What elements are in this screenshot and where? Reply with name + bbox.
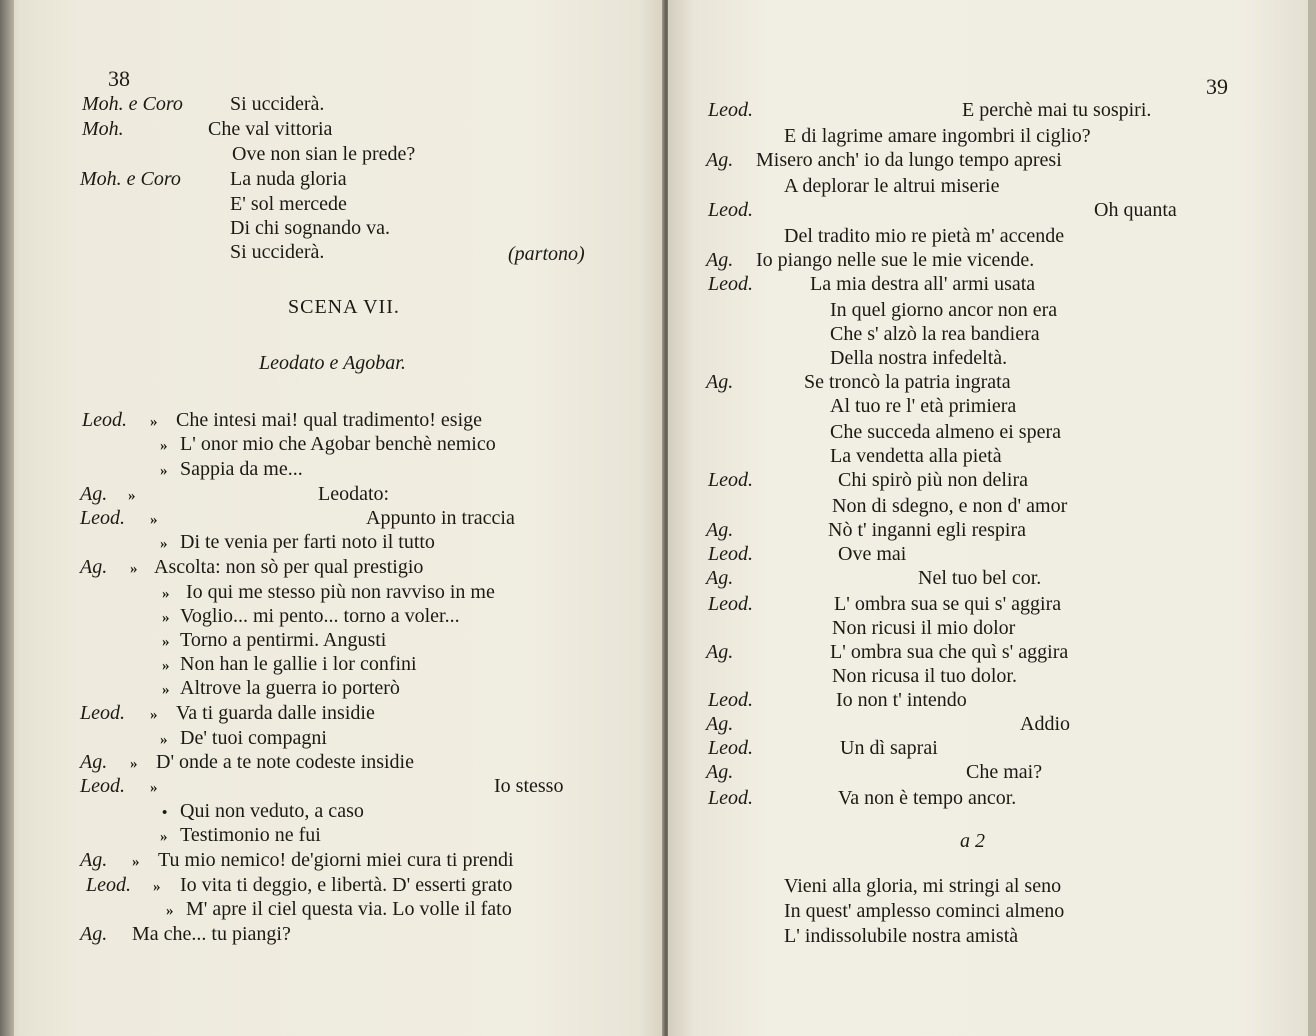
verse-line: L' ombra sua se qui s' aggira bbox=[834, 593, 1062, 615]
verse-line: M' apre il ciel questa via. Lo volle il fato bbox=[186, 898, 512, 920]
verse-line: Non ricusa il tuo dolor. bbox=[832, 665, 1017, 687]
verse-line: Non ricusi il mio dolor bbox=[832, 617, 1016, 639]
quote-mark: » bbox=[130, 756, 138, 772]
speaker-label: Ag. bbox=[706, 761, 734, 783]
quote-mark: » bbox=[150, 414, 158, 430]
speaker-label: Ag. bbox=[80, 849, 108, 871]
verse-line: Che s' alzò la rea bandiera bbox=[830, 323, 1040, 345]
speaker-label: Leod. bbox=[708, 737, 753, 759]
speaker-label: Ag. bbox=[80, 483, 108, 505]
verse-line: Torno a pentirmi. Angusti bbox=[180, 629, 387, 651]
verse-line: Voglio... mi pento... torno a voler... bbox=[180, 605, 460, 627]
verse-line: Di chi sognando va. bbox=[230, 217, 390, 239]
quote-mark: » bbox=[128, 488, 136, 504]
scene-title: SCENA VII. bbox=[288, 296, 400, 318]
verse-line: Ove non sian le prede? bbox=[232, 143, 416, 165]
speaker-label: Leod. bbox=[82, 409, 127, 431]
verse-line: Ma che... tu piangi? bbox=[132, 923, 291, 945]
speaker-label: Leod. bbox=[708, 689, 753, 711]
quote-mark: » bbox=[160, 732, 168, 748]
quote-mark: » bbox=[150, 707, 158, 723]
speaker-label: Leod. bbox=[80, 507, 125, 529]
verse-line: La nuda gloria bbox=[230, 168, 347, 190]
verse-line: Del tradito mio re pietà m' accende bbox=[784, 225, 1065, 247]
speaker-label: Ag. bbox=[80, 751, 108, 773]
quote-mark: » bbox=[160, 438, 168, 454]
quote-mark: • bbox=[162, 805, 168, 821]
speaker-label: Leod. bbox=[708, 469, 753, 491]
verse-line: Sappia da me... bbox=[180, 458, 303, 480]
verse-line: E di lagrime amare ingombri il ciglio? bbox=[784, 125, 1091, 147]
quote-mark: » bbox=[153, 879, 161, 895]
verse-line: Io vita ti deggio, e libertà. D' esserti grato bbox=[180, 874, 513, 896]
verse-line: E' sol mercede bbox=[230, 193, 347, 215]
speaker-label: Ag. bbox=[706, 519, 734, 541]
verse-line: L' ombra sua che quì s' aggira bbox=[830, 641, 1069, 663]
verse-line: E perchè mai tu sospiri. bbox=[962, 99, 1152, 121]
page-number-right: 39 bbox=[1206, 74, 1228, 99]
speaker-label: Ag. bbox=[706, 567, 734, 589]
quote-mark: » bbox=[160, 463, 168, 479]
verse-line: Si ucciderà. bbox=[230, 241, 325, 263]
speaker-label: Leod. bbox=[80, 775, 125, 797]
verse-line: Della nostra infedeltà. bbox=[830, 347, 1008, 369]
quote-mark: » bbox=[166, 903, 174, 919]
speaker-label: Ag. bbox=[80, 556, 108, 578]
quote-mark: » bbox=[160, 829, 168, 845]
scene-characters: Leodato e Agobar. bbox=[259, 352, 406, 374]
verse-line: Chi spirò più non delira bbox=[838, 469, 1028, 491]
verse-line: Misero anch' io da lungo tempo apresi bbox=[756, 149, 1062, 171]
verse-line: Addio bbox=[1020, 713, 1070, 735]
quote-mark: » bbox=[150, 512, 158, 528]
verse-line: Al tuo re l' età primiera bbox=[830, 395, 1017, 417]
verse-line: Non han le gallie i lor confini bbox=[180, 653, 417, 675]
stage-direction: (partono) bbox=[508, 243, 585, 265]
verse-line: Va non è tempo ancor. bbox=[838, 787, 1017, 809]
verse-line: Io qui me stesso più non ravviso in me bbox=[186, 581, 495, 603]
verse-line: De' tuoi compagni bbox=[180, 727, 327, 749]
quote-mark: » bbox=[162, 682, 170, 698]
finale-line: L' indissolubile nostra amistà bbox=[784, 925, 1019, 947]
verse-line: Che val vittoria bbox=[208, 118, 333, 140]
quote-mark: » bbox=[162, 610, 170, 626]
speaker-label: Leod. bbox=[86, 874, 131, 896]
speaker-label: Leod. bbox=[708, 787, 753, 809]
book-binding-edge bbox=[0, 0, 14, 1036]
verse-line: Un dì saprai bbox=[840, 737, 938, 759]
speaker-label: Leod. bbox=[80, 702, 125, 724]
verse-line: Non di sdegno, e non d' amor bbox=[832, 495, 1068, 517]
verse-line: D' onde a te note codeste insidie bbox=[156, 751, 414, 773]
verse-line: Oh quanta bbox=[1094, 199, 1177, 221]
speaker-label: Leod. bbox=[708, 273, 753, 295]
verse-line: Se troncò la patria ingrata bbox=[804, 371, 1011, 393]
quote-mark: » bbox=[162, 634, 170, 650]
verse-line: Ascolta: non sò per qual prestigio bbox=[154, 556, 424, 578]
speaker-label: Moh. bbox=[82, 118, 124, 140]
speaker-label: Leod. bbox=[708, 543, 753, 565]
speaker-label: Ag. bbox=[706, 249, 734, 271]
verse-line: Altrove la guerra io porterò bbox=[180, 677, 400, 699]
verse-line: L' onor mio che Agobar benchè nemico bbox=[180, 433, 496, 455]
verse-line: Nel tuo bel cor. bbox=[918, 567, 1042, 589]
quote-mark: » bbox=[160, 536, 168, 552]
speaker-label: Ag. bbox=[706, 641, 734, 663]
verse-line: La mia destra all' armi usata bbox=[810, 273, 1036, 295]
verse-line: Ove mai bbox=[838, 543, 907, 565]
verse-line: Va ti guarda dalle insidie bbox=[176, 702, 375, 724]
verse-line: Che intesi mai! qual tradimento! esige bbox=[176, 409, 483, 431]
page-number-left: 38 bbox=[108, 66, 130, 91]
speaker-label: Ag. bbox=[80, 923, 108, 945]
verse-line: Testimonio ne fui bbox=[180, 824, 321, 846]
speaker-label: Moh. e Coro bbox=[80, 168, 181, 190]
verse-line: A deplorar le altrui miserie bbox=[784, 175, 1000, 197]
verse-line: Di te venia per farti noto il tutto bbox=[180, 531, 435, 553]
speaker-label: Leod. bbox=[708, 99, 753, 121]
speaker-label: Ag. bbox=[706, 149, 734, 171]
quote-mark: » bbox=[150, 780, 158, 796]
verse-line: Io stesso bbox=[494, 775, 564, 797]
speaker-label: Ag. bbox=[706, 713, 734, 735]
verse-line: La vendetta alla pietà bbox=[830, 445, 1002, 467]
verse-line: Si ucciderà. bbox=[230, 93, 325, 115]
speaker-label: Ag. bbox=[706, 371, 734, 393]
finale-line: In quest' amplesso cominci almeno bbox=[784, 900, 1065, 922]
finale-line: Vieni alla gloria, mi stringi al seno bbox=[784, 875, 1062, 897]
right-page bbox=[668, 0, 1316, 1036]
verse-line: Nò t' inganni egli respira bbox=[828, 519, 1026, 541]
verse-line: Che succeda almeno ei spera bbox=[830, 421, 1062, 443]
quote-mark: » bbox=[162, 658, 170, 674]
verse-line: Appunto in traccia bbox=[366, 507, 515, 529]
verse-line: Qui non veduto, a caso bbox=[180, 800, 364, 822]
verse-line: Io non t' intendo bbox=[836, 689, 967, 711]
speaker-label: Leod. bbox=[708, 199, 753, 221]
verse-line: Leodato: bbox=[318, 483, 390, 505]
quote-mark: » bbox=[162, 586, 170, 602]
quote-mark: » bbox=[130, 561, 138, 577]
verse-line: In quel giorno ancor non era bbox=[830, 299, 1058, 321]
quote-mark: » bbox=[132, 854, 140, 870]
verse-line: Io piango nelle sue le mie vicende. bbox=[756, 249, 1035, 271]
verse-line: Che mai? bbox=[966, 761, 1043, 783]
speaker-label: Leod. bbox=[708, 593, 753, 615]
verse-line: Tu mio nemico! de'giorni miei cura ti prendi bbox=[158, 849, 514, 871]
speaker-label: Moh. e Coro bbox=[82, 93, 183, 115]
a2-heading: a 2 bbox=[960, 830, 985, 852]
